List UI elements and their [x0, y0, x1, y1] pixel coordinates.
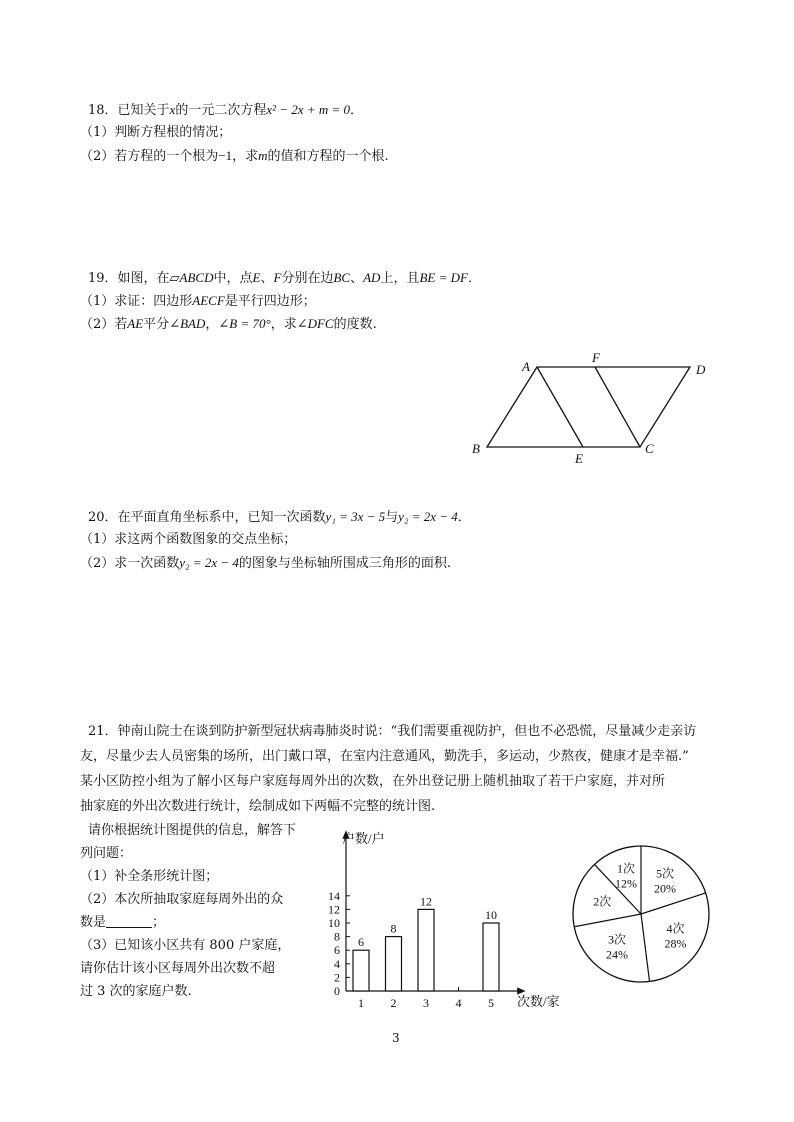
bar [386, 937, 402, 991]
q21-line-5: 请你根据统计图提供的信息，解答下 [88, 823, 297, 838]
x-axis-label: 次数/家 [517, 994, 560, 1009]
bar [418, 909, 434, 991]
parallelogram-abcd [487, 367, 690, 447]
q21-part3: （3）已知该小区共有 800 户家庭， [80, 938, 291, 953]
label-e: E [575, 451, 583, 466]
y-tick-label: 4 [334, 956, 340, 971]
q19-stem: 19．如图，在▱ABCD中，点E、F分别在边BC、AD上，且BE = DF． [88, 270, 481, 286]
y-axis-label: 户数/户 [342, 831, 385, 846]
q21-part2: （2）本次所抽取家庭每周外出的众 [80, 892, 284, 907]
q19-part1: （1）求证：四边形AECF是平行四边形； [80, 293, 316, 309]
label-b: B [472, 441, 480, 456]
q21-part3-cont: 请你估计该小区每周外出次数不超 [80, 961, 276, 976]
answer-blank [106, 914, 152, 928]
q19-part2: （2）若AE平分∠BAD，∠B = 70°，求∠DFC的度数. [80, 316, 377, 332]
y-tick-label: 10 [328, 916, 340, 930]
pie-slice-label: 5次 [655, 866, 674, 881]
q20-part1: （1）求这两个函数图象的交点坐标； [80, 532, 297, 547]
q21-line-3: 某小区防控小组为了解小区每户家庭每周外出的次数，在外出登记册上随机抽取了若干户家庭，并对所 [80, 774, 666, 789]
y-tick-label: 0 [334, 984, 340, 998]
label-f: F [592, 350, 600, 365]
y-tick-label: 12 [328, 902, 340, 917]
q20-stem: 20．在平面直角坐标系中，已知一次函数y₁ = 3x − 5与y₂ = 2x − 4． [88, 509, 471, 525]
pie-slice-percent: 12% [614, 876, 637, 891]
segment-ae [537, 367, 583, 447]
q21-line-4: 抽家庭的外出次数进行统计，绘制成如下两幅不完整的统计图. [80, 799, 436, 814]
pie-slice-label: 3次 [608, 932, 627, 947]
pie-slice-percent: 28% [664, 936, 687, 951]
pie-chart [560, 845, 720, 985]
y-tick-label: 6 [334, 943, 340, 958]
pie-slice-label: 1次 [616, 861, 635, 876]
x-tick-label: 4 [455, 996, 462, 1010]
q21-part3-end: 过 3 次的家庭户数. [80, 984, 192, 999]
y-tick-label: 14 [328, 888, 340, 903]
q18-part2: （2）若方程的一个根为−1，求m的值和方程的一个根. [80, 148, 389, 164]
q21-line-6: 列问题： [80, 846, 133, 861]
x-tick-label: 2 [390, 996, 397, 1010]
q20-part2: （2）求一次函数y₂ = 2x − 4的图象与坐标轴所围成三角形的面积. [80, 555, 452, 571]
q18-part1: （1）判断方程根的情况； [80, 125, 232, 140]
bar-value-label: 12 [420, 894, 432, 909]
label-a: A [522, 359, 530, 374]
pie-slice-percent: 20% [653, 881, 676, 896]
q21-part2-cont: 数是 ； [80, 915, 166, 930]
q21-part1: （1）补全条形统计图； [80, 869, 219, 884]
segment-fc [595, 367, 640, 447]
label-c: C [645, 441, 654, 456]
bar [353, 950, 369, 991]
bar [483, 923, 499, 991]
q18-stem: 18．已知关于x的一元二次方程x² − 2x + m = 0． [88, 102, 364, 118]
pie-slice-label: 4次 [666, 921, 685, 936]
parallelogram-figure [460, 345, 720, 470]
bar-value-label: 10 [485, 908, 497, 922]
pie-slice-percent: 24% [606, 947, 629, 962]
x-tick-label: 5 [488, 996, 494, 1010]
x-tick-label: 3 [423, 996, 429, 1010]
bar-chart [310, 822, 572, 1012]
y-tick-label: 8 [334, 929, 340, 944]
label-d: D [696, 362, 706, 377]
pie-slice-label: 2次 [593, 894, 612, 909]
page-number: 3 [392, 1031, 400, 1045]
q21-line-1: 21．钟南山院士在谈到防护新型冠状病毒肺炎时说：“我们需要重视防护，但也不必恐慌，尽量减少走亲访 [88, 724, 697, 739]
bar-value-label: 8 [390, 921, 397, 936]
x-tick-label: 1 [358, 996, 364, 1010]
q18-equation: x² − 2x + m = 0 [266, 102, 350, 117]
bar-value-label: 6 [358, 935, 364, 950]
y-tick-label: 2 [334, 970, 340, 985]
q21-line-2: 友，尽量少去人员密集的场所，出门戴口罩，在室内注意通风，勤洗手，多运动，少熬夜，健康才是幸福.” [80, 749, 689, 764]
